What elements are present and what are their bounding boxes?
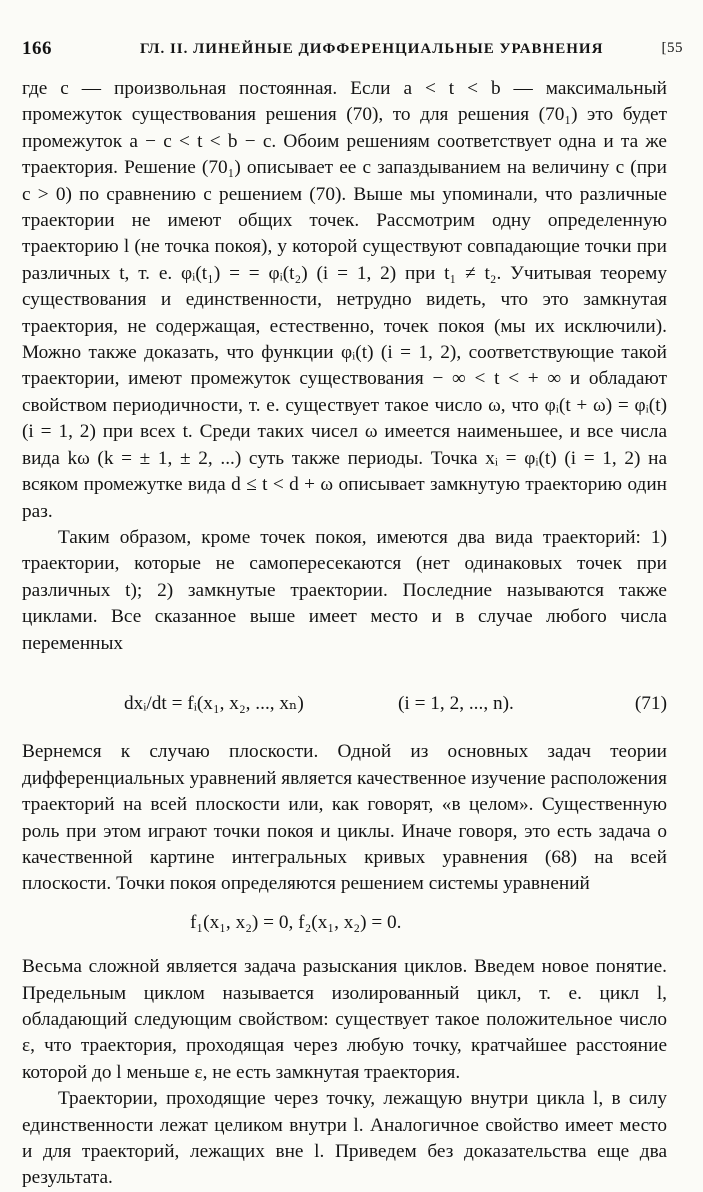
page-number: 166	[22, 38, 52, 59]
running-header	[22, 38, 683, 62]
equation-rest-points	[22, 910, 667, 936]
equation-rest-points-text: f₁(x₁, x₂) = 0, f₂(x₁, x₂) = 0.	[190, 911, 402, 933]
paragraph-2: Таким образом, кроме точек покоя, имеются два вида траекторий: 1) траектории, которые не самопересекаются (нет одинаковых точек при различных t); 2) замкнутые траектории. Последние называются также циклами. Все сказанное выше имеет место и в случае любого числа переменных	[22, 526, 667, 654]
paragraph-5: Траектории, проходящие через точку, лежащую внутри цикла l, в силу единственности лежат целиком внутри l. Аналогичное свойство имеет место и для траекторий, лежащих вне l. Приведем без доказательства еще два результата.	[22, 1088, 667, 1189]
section-number: [55	[661, 40, 683, 56]
running-title: ГЛ. II. ЛИНЕЙНЫЕ ДИФФЕРЕНЦИАЛЬНЫЕ УРАВНЕНИЯ	[140, 41, 604, 57]
equation-71-number: (71)	[634, 692, 667, 714]
equation-71-formula: dxᵢ/dt = fᵢ(x₁, x₂, ..., xₙ)	[124, 692, 304, 714]
equation-71	[22, 691, 667, 717]
paragraph-1: где c — произвольная постоянная. Если a < t < b — максимальный промежуток существования решения (70), то для решения (70₁) это будет промежуток a − c < t < b − c. Обоим решениям соответствует одна и та же траектория. Решение (70₁) описывает ее с запаздыванием на величину c (при c > 0) по сравнению с решением (70). Выше мы упоминали, что различные траектории не имеют общих точек. Рассмотрим одну определенную траекторию l (не точка покоя), у которой существуют совпадающие точки при различных t, т. е. φᵢ(t₁) = = φᵢ(t₂) (i = 1, 2) при t₁ ≠ t₂. Учитывая теорему существования и единственности, нетрудно видеть, что это замкнутая траектория, не содержащая, естественно, точек покоя (мы их исключили). Можно также доказать, что функции φᵢ(t) (i = 1, 2), соответствующие такой траектории, имеют промежуток существования − ∞ < t < + ∞ и обладают свойством периодичности, т. е. существует такое число ω, что φᵢ(t + ω) = φᵢ(t) (i = 1, 2) при всех t. Среди таких чисел ω имеется наименьшее, и все числа вида kω (k = ± 1, ± 2, ...) суть также периоды. Точка xᵢ = φᵢ(t) (i = 1, 2) на всяком промежутке вида d ≤ t < d + ω описывает замкнутую траекторию один раз.	[22, 78, 667, 522]
paragraph-4: Весьма сложной является задача разыскания циклов. Введем новое понятие. Предельным циклом называется изолированный цикл, т. е. цикл l, обладающий следующим свойством: существует такое положительное число ε, что траектория, проходящая через любую точку, кратчайшее расстояние которой до l меньше ε, не есть замкнутая траектория.	[22, 956, 667, 1083]
page-body	[22, 76, 667, 1192]
equation-71-condition: (i = 1, 2, ..., n).	[398, 692, 514, 714]
paragraph-3: Вернемся к случаю плоскости. Одной из основных задач теории дифференциальных уравнений является качественное изучение расположения траекторий на всей плоскости или, как говорят, «в целом». Существенную роль при этом играют точки покоя и циклы. Иначе говоря, это есть задача о качественной картине интегральных кривых уравнения (68) на всей плоскости. Точки покоя определяются решением системы уравнений	[22, 741, 667, 895]
